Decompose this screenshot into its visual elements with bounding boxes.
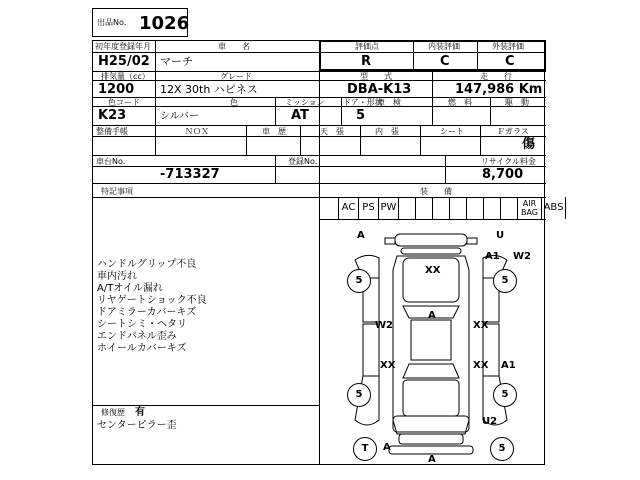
equipment-cell [484, 197, 501, 219]
col-line [477, 40, 478, 71]
score-value: R [361, 54, 372, 69]
note-item: リヤゲートショック不良 [97, 295, 207, 306]
note-item: ホイールカバーキズ [97, 343, 187, 354]
mark-right-front-w2: W2 [513, 251, 531, 262]
fglass-label: Ｆガラス [497, 127, 529, 136]
equipment-cell [450, 197, 467, 219]
note-item: ハンドルグリップ不良 [97, 259, 197, 270]
repair-line [92, 405, 319, 406]
col-line [341, 97, 342, 125]
mark-right-rear-a1: A1 [501, 360, 516, 371]
col-line [246, 125, 247, 155]
color-code-value: K23 [98, 108, 127, 123]
note-item: ドアミラーカバーキズ [97, 307, 197, 318]
col-line [155, 40, 156, 97]
roof-label: 天 張 [320, 127, 344, 136]
equipment-label-bag: BAG [520, 208, 539, 217]
spare-tire: T [353, 437, 377, 461]
reg-date-value: H25/02 [98, 54, 150, 69]
repair-value: 有 [135, 407, 145, 418]
repair-detail: センターピラー歪 [97, 420, 177, 431]
repair-label: 修復歴 [101, 408, 125, 417]
col-line [155, 97, 156, 125]
note-item: 車内汚れ [97, 271, 137, 282]
doors-value: 5 [356, 108, 366, 123]
note-item: シートシミ・ヘタリ [97, 319, 187, 330]
displacement-label: 排気量（cc） [101, 72, 150, 81]
equipment-cell: ABS [542, 197, 566, 219]
color-label: 色 [230, 98, 238, 107]
model-label: 型 式 [360, 72, 392, 81]
col-line [420, 125, 421, 155]
grade-label: グレード [220, 72, 252, 81]
col-line [300, 125, 301, 155]
equipment-label-air: AIR [522, 199, 537, 208]
rear-tire-mark: 5 [490, 437, 514, 461]
tire-front-left: 5 [347, 269, 371, 293]
mission-value: AT [291, 108, 309, 123]
col-line [480, 125, 481, 155]
equipment-cell [319, 197, 339, 219]
mark-right-door: XX [473, 320, 489, 331]
recycle-label: リサイクル料金 [481, 157, 536, 166]
color-code-label: 色コード [108, 98, 140, 107]
mark-left-rear: XX [380, 360, 396, 371]
mark-front-left-a: A [357, 230, 365, 241]
inspection-label: 車 検 [377, 98, 401, 107]
uchibari-label: 内 張 [375, 127, 399, 136]
nox-label: ＮＯＸ [185, 127, 209, 136]
col-line [413, 40, 414, 71]
interior-value: C [440, 54, 450, 69]
col-line [432, 71, 433, 97]
equipment-cell [433, 197, 450, 219]
mission-label: ミッション [285, 98, 325, 107]
grade-value: 12X 30th ハピネス [160, 83, 258, 96]
car-name-label: 車 名 [218, 42, 250, 51]
note-item: A/Tオイル漏れ [97, 283, 163, 294]
mileage-label: 走 行 [480, 72, 512, 81]
mark-rear-bottom-a: A [428, 454, 436, 465]
tire-rear-right: 5 [493, 383, 517, 407]
col-line [490, 97, 491, 125]
col-line [275, 97, 276, 125]
manual-label: 整備手帳 [96, 127, 128, 136]
col-line [432, 97, 433, 125]
interior-label: 内装評価 [428, 42, 460, 51]
mark-roof: A [428, 310, 436, 321]
doors-label: ドア・形状 [343, 98, 383, 107]
mark-right-front-a1: A1 [485, 251, 500, 262]
equipment-row [319, 197, 564, 219]
mark-right-rear: XX [473, 360, 489, 371]
fglass-value: 傷 [522, 137, 536, 152]
seat-label: シート [440, 127, 464, 136]
col-line [360, 125, 361, 155]
equipment-cell [416, 197, 433, 219]
mark-front-right-u: U [496, 230, 505, 241]
color-value: シルバー [160, 111, 200, 122]
score-label: 評価点 [355, 42, 379, 51]
col-line [155, 125, 156, 155]
listing-number-value: 1026 [139, 13, 190, 34]
exterior-label: 外装評価 [492, 42, 524, 51]
listing-number-label: 出品No． [97, 18, 132, 27]
equipment-cell: PW [379, 197, 399, 219]
notes-label: 特記事項 [101, 187, 133, 196]
fuel-label: 燃 料 [448, 98, 472, 107]
chassis-label: 車台No． [96, 157, 131, 166]
col-line [275, 155, 276, 183]
reg-date-label: 初年度登録年月 [95, 42, 151, 51]
car-diagram [319, 220, 546, 465]
mileage-value: 147,986 Km [455, 82, 543, 97]
drive-label: 駆 動 [505, 98, 529, 107]
model-value: DBA-K13 [347, 82, 412, 97]
tire-front-right: 5 [493, 269, 517, 293]
regno-label: 登録No． [288, 157, 323, 166]
equipment-cell [518, 197, 542, 219]
mark-rear-u2: U2 [482, 416, 498, 427]
tire-rear-left: 5 [347, 383, 371, 407]
equipment-label: 装 備 [420, 187, 452, 196]
mark-hood: XX [425, 265, 441, 276]
displacement-value: 1200 [98, 82, 135, 97]
recycle-value: 8,700 [482, 167, 524, 182]
col-line [445, 155, 446, 183]
equipment-cell: AC [339, 197, 359, 219]
mark-left-door: W2 [375, 320, 393, 331]
notes-list [97, 259, 312, 355]
equipment-cell [467, 197, 484, 219]
equipment-cell [501, 197, 518, 219]
car-name-value: マーチ [160, 55, 193, 68]
equipment-cell [399, 197, 416, 219]
chassis-value: -713327 [160, 167, 220, 182]
exterior-value: C [505, 54, 515, 69]
note-item: エンドパネル歪み [97, 331, 177, 342]
history-label: 車 歴 [262, 127, 286, 136]
listing-number-box [92, 8, 188, 37]
mark-rear-left-a: A [383, 442, 391, 453]
equipment-cell: PS [359, 197, 379, 219]
